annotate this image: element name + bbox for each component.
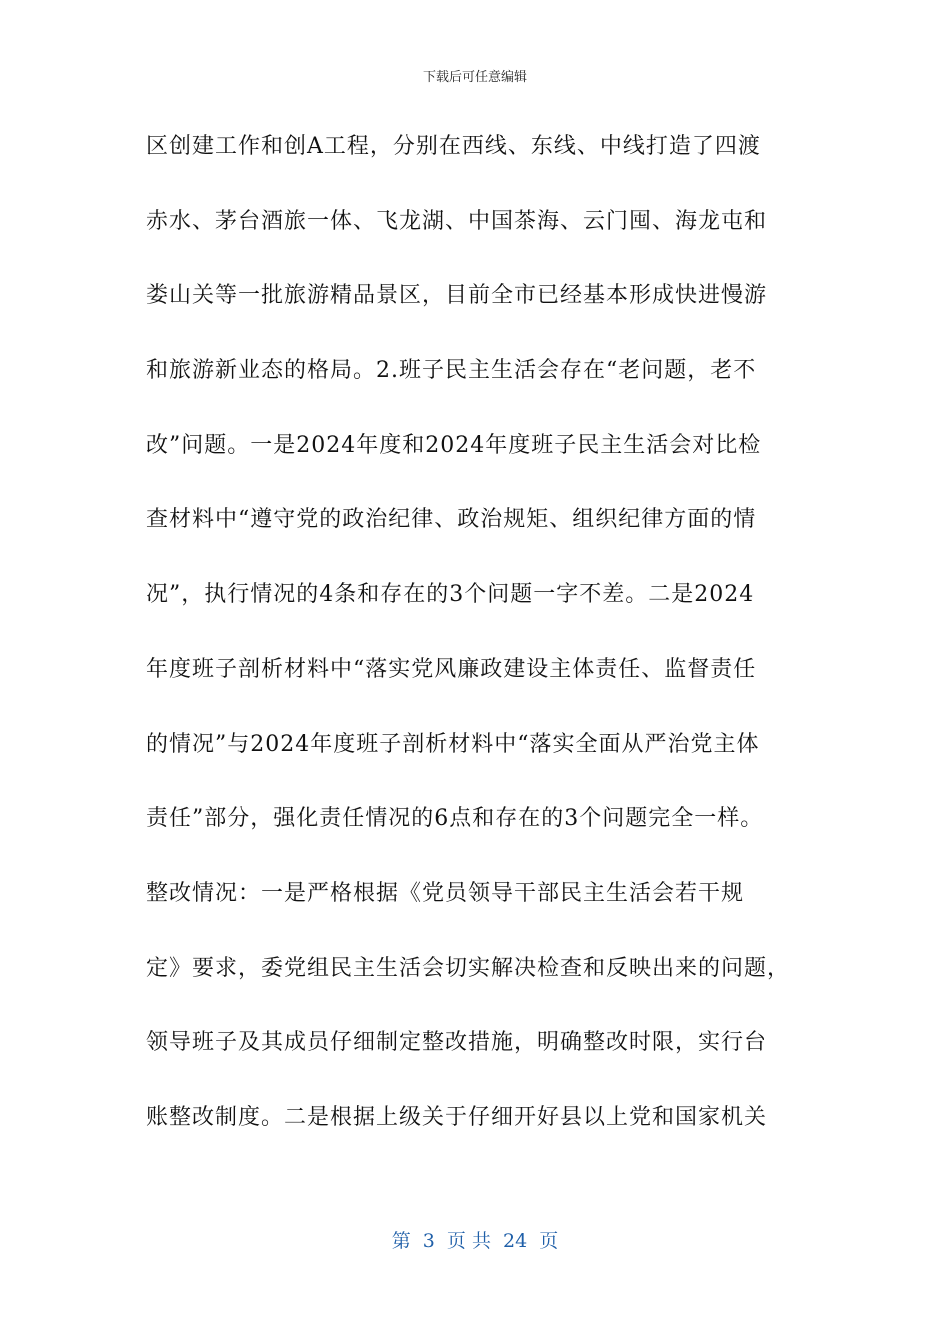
page-header: 下载后可任意编辑 (422, 70, 527, 85)
body-line: 账整改制度。二是根据上级关于仔细开好县以上党和国家机关 (146, 1104, 768, 1130)
body-line: 年度班子剖析材料中“落实党风廉政建设主体责任、监督责任 (146, 656, 757, 682)
body-line: 赤水、茅台酒旅一体、飞龙湖、中国茶海、云门囤、海龙屯和 (146, 208, 768, 234)
body-line: 查材料中“遵守党的政治纪律、政治规矩、组织纪律方面的情 (146, 507, 757, 533)
document-body (146, 127, 826, 1173)
body-line: 的情况”与2024年度班子剖析材料中“落实全面从严治党主体 (146, 731, 760, 757)
body-line: 区创建工作和创A工程，分别在西线、东线、中线打造了四渡 (146, 134, 761, 159)
body-line: 娄山关等一批旅游精品景区，目前全市已经基本形成快进慢游 (146, 283, 768, 309)
body-line: 改”问题。一是2024年度和2024年度班子民主生活会对比检 (146, 432, 762, 458)
body-line: 领导班子及其成员仔细制定整改措施，明确整改时限，实行台 (146, 1030, 768, 1056)
body-line: 况”，执行情况的4条和存在的3个问题一字不差。二是2024 (146, 582, 755, 608)
body-line: 定》要求，委党组民主生活会切实解决检查和反映出来的问题， (146, 955, 791, 981)
body-line: 和旅游新业态的格局。2.班子民主生活会存在“老问题，老不 (146, 358, 757, 384)
page-number-footer: 第 3 页 共 24 页 (391, 1230, 559, 1252)
body-line: 整改情况：一是严格根据《党员领导干部民主生活会若干规 (146, 880, 745, 906)
body-line: 责任”部分，强化责任情况的6点和存在的3个问题完全一样。 (146, 806, 764, 832)
